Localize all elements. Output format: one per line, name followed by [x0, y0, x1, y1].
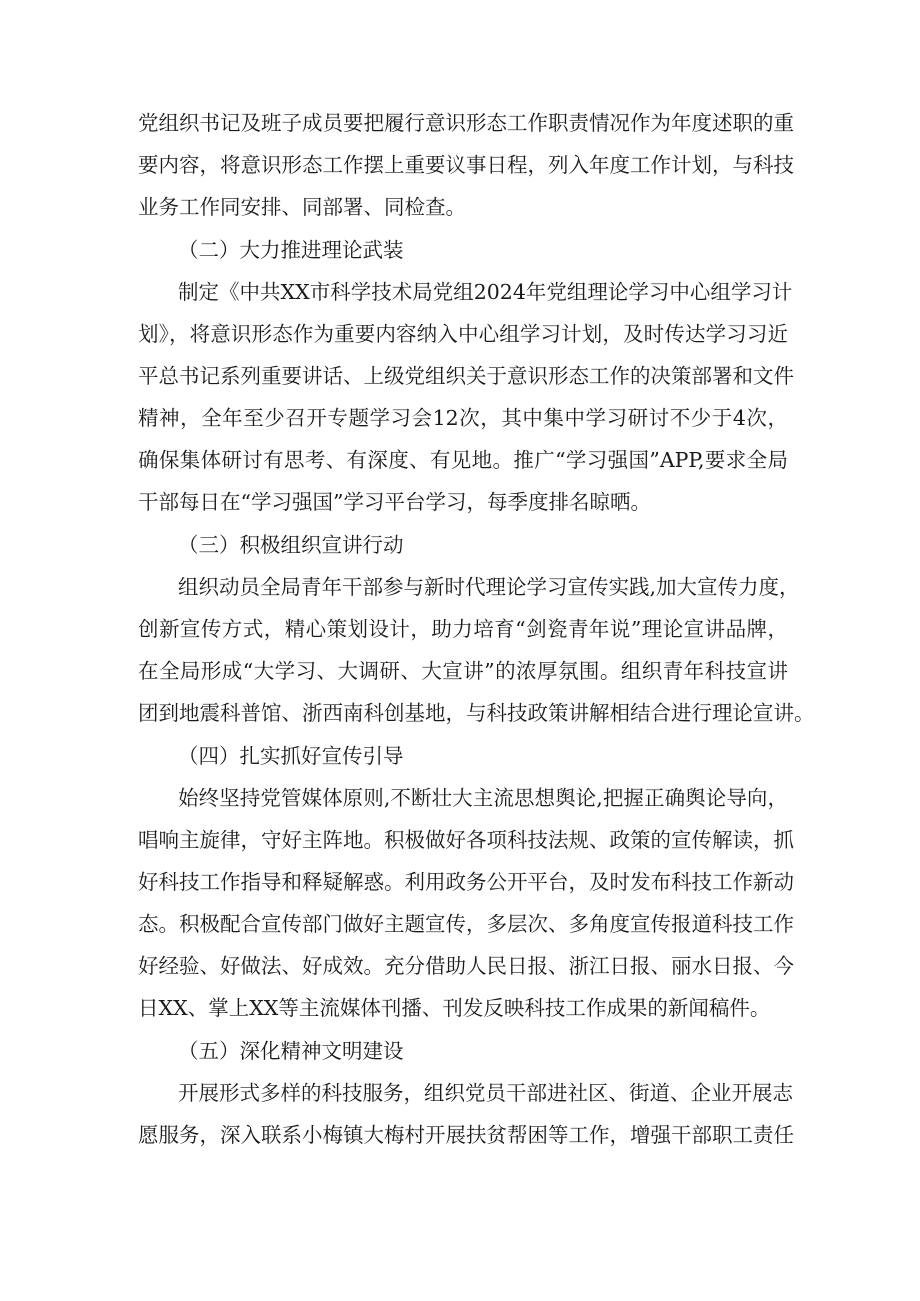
section-heading-3: （三）积极组织宣讲行动: [178, 533, 404, 557]
paragraph-line: 日XX、掌上XX等主流媒体刊播、刊发反映科技工作成果的新闻稿件。: [138, 996, 771, 1020]
section-heading-5: （五）深化精神文明建设: [178, 1039, 404, 1063]
paragraph-line: 态。积极配合宣传部门做好主题宣传，多层次、多角度宣传报道科技工作: [138, 912, 794, 936]
paragraph-line: 开展形式多样的科技服务，组织党员干部进社区、街道、企业开展志: [178, 1081, 793, 1105]
paragraph-line: 好经验、好做法、好成效。充分借助人民日报、浙江日报、丽水日报、今: [138, 954, 794, 978]
paragraph-line: 始终坚持党管媒体原则,不断壮大主流思想舆论,把握正确舆论导向，: [178, 786, 788, 810]
paragraph-line: 团到地震科普馆、浙西南科创基地，与科技政策讲解相结合进行理论宣讲。: [138, 701, 815, 725]
paragraph-line: 精神，全年至少召开专题学习会12次，其中集中学习研讨不少于4次，: [138, 406, 788, 430]
paragraph-line: 愿服务，深入联系小梅镇大梅村开展扶贫帮困等工作，增强干部职工责任: [138, 1123, 794, 1147]
paragraph-line: 制定《中共XX市科学技术局党组2024年党组理论学习中心组学习计: [178, 280, 793, 304]
paragraph-line: 唱响主旋律，守好主阵地。积极做好各项科技法规、政策的宣传解读，抓: [138, 828, 794, 852]
paragraph-line: 确保集体研讨有思考、有深度、有见地。推广“学习强国”APP,要求全局: [138, 448, 788, 472]
paragraph-line: 划》，将意识形态作为重要内容纳入中心组学习计划，及时传达学习习近: [138, 322, 788, 346]
paragraph-line: 好科技工作指导和释疑解惑。利用政务公开平台，及时发布科技工作新动: [138, 870, 794, 894]
section-heading-4: （四）扎实抓好宣传引导: [178, 744, 404, 768]
section-heading-2: （二）大力推进理论武装: [178, 238, 404, 262]
paragraph-line: 平总书记系列重要讲话、上级党组织关于意识形态工作的决策部署和文件: [138, 364, 794, 388]
paragraph-line: 干部每日在“学习强国”学习平台学习，每季度排名晾晒。: [138, 490, 651, 514]
paragraph-line: 创新宣传方式，精心策划设计，助力培育“剑瓷青年说”理论宣讲品牌，: [138, 617, 788, 641]
paragraph-line: 要内容，将意识形态工作摆上重要议事日程，列入年度工作计划，与科技: [138, 153, 794, 177]
paragraph-line: 组织动员全局青年干部参与新时代理论学习宣传实践,加大宣传力度，: [178, 575, 800, 599]
paragraph-line: 在全局形成“大学习、大调研、大宣讲”的浓厚氛围。组织青年科技宣讲: [138, 659, 788, 683]
paragraph-line: 业务工作同安排、同部署、同检查。: [138, 195, 466, 219]
paragraph-line: 党组织书记及班子成员要把履行意识形态工作职责情况作为年度述职的重: [138, 111, 794, 135]
